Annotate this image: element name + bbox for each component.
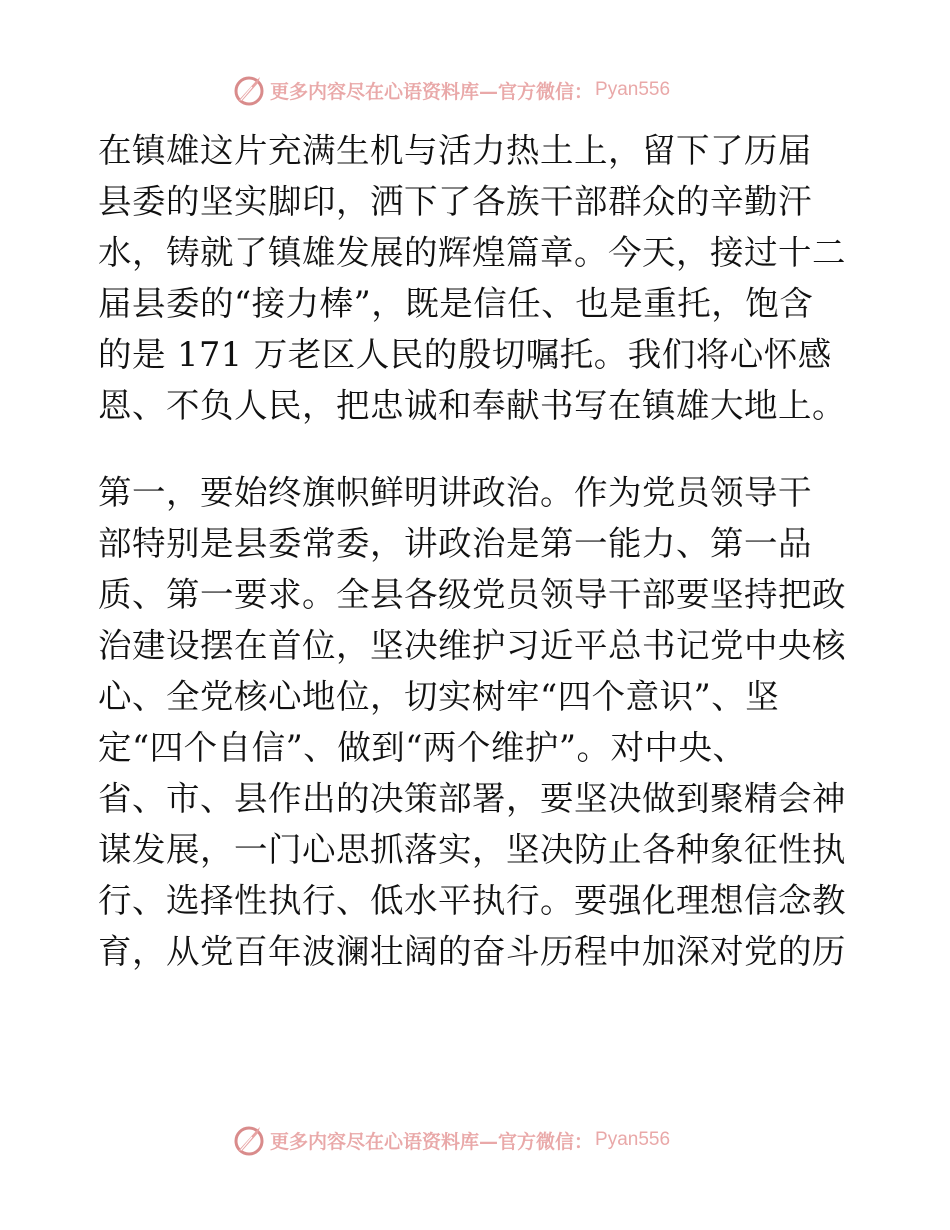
text-line: 部特别是县委常委，讲政治是第一能力、第一品 [98, 524, 812, 563]
text-line: 治建设摆在首位，坚决维护习近平总书记党中央核 [98, 626, 846, 665]
paragraph-2 [98, 467, 858, 977]
text-line: 心、全党核心地位，切实树牢“四个意识”、坚 [98, 677, 780, 716]
text-line: 省、市、县作出的决策部署，要坚决做到聚精会神 [98, 779, 846, 818]
paragraph-1 [98, 125, 858, 431]
text-line: 届县委的“接力棒”，既是信任、也是重托，饱含 [98, 284, 814, 323]
text-line: 第一，要始终旗帜鲜明讲政治。作为党员领导干 [98, 473, 812, 512]
text-line: 行、选择性执行、低水平执行。要强化理想信念教 [98, 881, 846, 920]
text-line: 质、第一要求。全县各级党员领导干部要坚持把政 [98, 575, 846, 614]
banner-text: 更多内容尽在心语资料库—官方微信： [270, 1130, 594, 1153]
document-body [98, 125, 858, 977]
text-line: 育，从党百年波澜壮阔的奋斗历程中加深对党的历 [98, 932, 846, 971]
quill-logo-icon [232, 73, 266, 107]
quill-logo-icon [232, 1123, 266, 1157]
header-watermark-banner [232, 73, 752, 107]
text-line: 水，铸就了镇雄发展的辉煌篇章。今天，接过十二 [98, 233, 846, 272]
text-line: 恩、不负人民，把忠诚和奉献书写在镇雄大地上。 [98, 386, 846, 425]
banner-wechat-id: Pyan556 [595, 79, 671, 100]
paragraph-gap [98, 431, 858, 467]
banner-wechat-id: Pyan556 [595, 1129, 671, 1150]
footer-watermark-banner [232, 1123, 752, 1157]
text-line: 县委的坚实脚印，洒下了各族干部群众的辛勤汗 [98, 182, 812, 221]
banner-text: 更多内容尽在心语资料库—官方微信： [270, 80, 594, 103]
text-line: 在镇雄这片充满生机与活力热土上，留下了历届 [98, 131, 812, 170]
text-line: 的是 171 万老区人民的殷切嘱托。我们将心怀感 [98, 335, 832, 374]
text-line: 谋发展，一门心思抓落实，坚决防止各种象征性执 [98, 830, 846, 869]
text-line: 定“四个自信”、做到“两个维护”。对中央、 [98, 728, 747, 767]
